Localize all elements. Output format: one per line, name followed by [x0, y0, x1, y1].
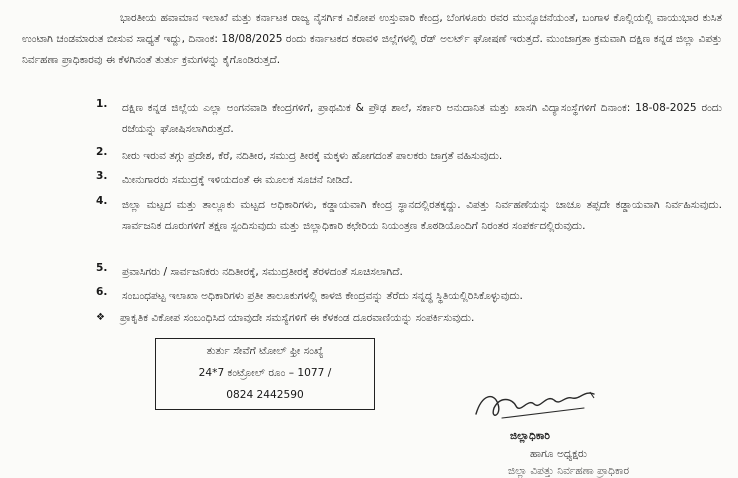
item-text: ನೀರು ಇರುವ ತಗ್ಗು ಪ್ರದೇಶ, ಕೆರೆ, ನದಿತೀರ, ಸಮುದ್ರ ತೀರಕ್ಕೆ ಮಕ್ಕಳು ಹೋಗದಂತೆ ಪಾಲಕರು ಜಾಗ್ರತೆ ವಹಿಸುವುದು.	[122, 150, 503, 162]
helpline-note-text: ಪ್ರಾಕೃತಿಕ ವಿಕೋಪ ಸಂಬಂಧಿಸಿದ ಯಾವುದೇ ಸಮಸ್ಯೆಗಳಿಗೆ ಈ ಕೆಳಕಂಡ ದೂರವಾಣಿಯನ್ನು ಸಂಪರ್ಕಿಸುವುದು.	[120, 312, 475, 324]
item-text: ಪ್ರವಾಸಿಗರು / ಸಾರ್ವಜನಿಕರು ನದಿತೀರಕ್ಕೆ, ಸಮುದ್ರತೀರಕ್ಕೆ ತೆರಳದಂತೆ ಸೂಚಿಸಲಾಗಿದೆ.	[122, 266, 403, 278]
item-text: ಮೀನುಗಾರರು ಸಮುದ್ರಕ್ಕೆ ಇಳಿಯದಂತೆ ಈ ಮೂಲಕ ಸೂಚನೆ ನೀಡಿದೆ.	[122, 174, 353, 186]
helpline-phone: 0824 2442590	[226, 389, 304, 401]
item-text: ಜಿಲ್ಲಾ ಮಟ್ಟದ ಮತ್ತು ತಾಲ್ಲೂಕು ಮಟ್ಟದ ಅಧಿಕಾರಿಗಳು, ಕಡ್ಡಾಯವಾಗಿ ಕೇಂದ್ರ ಸ್ಥಾನದಲ್ಲಿರತಕ್ಕದ್ದು. ವಿಪತ್ತು ನಿರ್ವಹಣೆಯನ್ನು ಚಾಚೂ ತಪ್ಪದೇ ಕಡ್ಡಾಯವಾಗಿ ನಿರ್ವಹಿಸುವುದು. ಸಾರ್ವಜನಿಕ ದೂರುಗಳಿಗೆ ತಕ್ಷಣ ಸ್ಪಂದಿಸುವುದು ಮತ್ತು ಜಿಲ್ಲಾಧಿಕಾರಿ ಕಛೇರಿಯ ನಿಯಂತ್ರಣ ಕೊಠಡಿಯೊಂದಿಗೆ ನಿರಂತರ ಸಂಪರ್ಕದಲ್ಲಿರುವುದು.	[122, 199, 722, 232]
item-number: 2.	[96, 146, 108, 158]
item-number: 4.	[96, 195, 108, 207]
helpline-control-room: 24*7 ಕಂಟ್ರೋಲ್ ರೂಂ – 1077 /	[198, 367, 332, 379]
item-number: 5.	[96, 262, 108, 274]
designation: ಜಿಲ್ಲಾಧಿಕಾರಿ	[510, 430, 550, 442]
item-text: ದಕ್ಷಿಣ ಕನ್ನಡ ಜಿಲ್ಲೆಯ ಎಲ್ಲಾ ಅಂಗನವಾಡಿ ಕೇಂದ್ರಗಳಿಗೆ, ಪ್ರಾಥಮಿಕ & ಪ್ರೌಢ ಶಾಲೆ, ಸರ್ಕಾರಿ ಅನುದಾನಿತ ಮತ್ತು ಖಾಸಗಿ ವಿದ್ಯಾಸಂಸ್ಥೆಗಳಿಗೆ ದಿನಾಂಕ: 18-08-2025 ರಂದು ರಜೆಯನ್ನು ಘೋಷಿಸಲಾಗಿರುತ್ತದೆ.	[122, 102, 722, 135]
item-number: 3.	[96, 170, 108, 182]
helpline-title: ತುರ್ತು ಸೇವೆಗೆ ಟೋಲ್ ಫ್ರೀ ಸಂಖ್ಯೆ	[206, 345, 324, 357]
item-number: 1.	[96, 98, 108, 110]
designation-authority: ಜಿಲ್ಲಾ ವಿಪತ್ತು ನಿರ್ವಹಣಾ ಪ್ರಾಧಿಕಾರ	[508, 465, 630, 477]
item-text: ಸಂಬಂಧಪಟ್ಟ ಇಲಾಖಾ ಅಧಿಕಾರಿಗಳು ಪ್ರತೀ ತಾಲೂಕುಗಳಲ್ಲಿ ಕಾಳಜಿ ಕೇಂದ್ರವನ್ನು ತೆರೆದು ಸನ್ನದ್ಧ ಸ್ಥಿತಿಯಲ್ಲಿರಿಸಿಕೊಳ್ಳುವುದು.	[122, 290, 523, 302]
helpline-box	[155, 338, 375, 410]
signature	[472, 384, 622, 426]
item-number: 6.	[96, 286, 108, 298]
intro-paragraph: ಭಾರತೀಯ ಹವಾಮಾನ ಇಲಾಖೆ ಮತ್ತು ಕರ್ನಾಟಕ ರಾಜ್ಯ ನೈಸರ್ಗಿಕ ವಿಕೋಪ ಉಸ್ತುವಾರಿ ಕೇಂದ್ರ, ಬೆಂಗಳೂರು ರವರ ಮುನ್ಸೂಚನೆಯಂತೆ, ಬಂಗಾಳ ಕೊಲ್ಲಿಯಲ್ಲಿ ವಾಯುಭಾರ ಕುಸಿತ ಉಂಟಾಗಿ ಚಂಡಮಾರುತ ಬೀಸುವ ಸಾಧ್ಯತೆ ಇದ್ದು, ದಿನಾಂಕ: 18/08/2025 ರಂದು ಕರ್ನಾಟಕದ ಕರಾವಳಿ ಜಿಲ್ಲೆಗಳಲ್ಲಿ ರೆಡ್ ಅಲರ್ಟ್ ಘೋಷಣೆ ಇರುತ್ತದೆ. ಮುಂಜಾಗ್ರತಾ ಕ್ರಮವಾಗಿ ದಕ್ಷಿಣ ಕನ್ನಡ ಜಿಲ್ಲಾ ವಿಪತ್ತು ನಿರ್ವಹಣಾ ಪ್ರಾಧಿಕಾರವು ಈ ಕೆಳಗಿನಂತೆ ತುರ್ತು ಕ್ರಮಗಳನ್ನು ಕೈಗೊಂಡಿರುತ್ತದೆ.	[22, 12, 722, 66]
bullet-icon: ❖	[96, 312, 105, 323]
designation-subtitle: ಹಾಗೂ ಅಧ್ಯಕ್ಷರು	[530, 448, 587, 460]
